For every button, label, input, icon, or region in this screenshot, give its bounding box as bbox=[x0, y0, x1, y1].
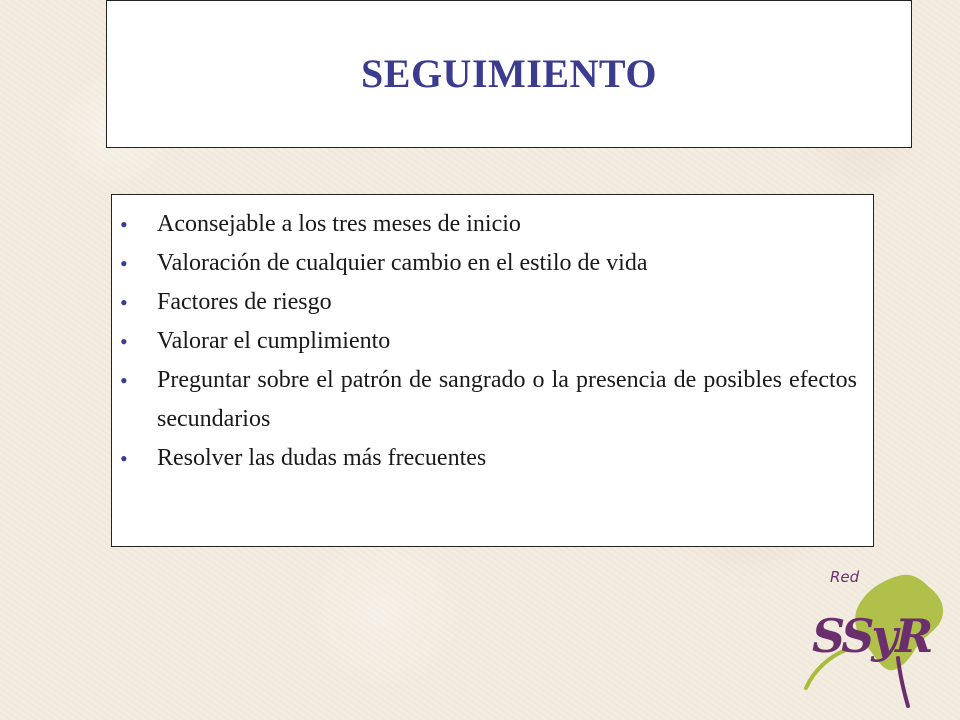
bullet-item bbox=[120, 322, 857, 361]
bullet-list bbox=[120, 205, 857, 478]
bullet-item bbox=[120, 283, 857, 322]
bullet-dot: • bbox=[120, 212, 128, 237]
slide-title: SEGUIMIENTO bbox=[361, 50, 657, 96]
bullet-item bbox=[120, 439, 857, 478]
bullet-item bbox=[120, 361, 857, 439]
bullet-item bbox=[120, 205, 857, 244]
bullet-text: Aconsejable a los tres meses de inicio bbox=[157, 211, 521, 237]
bullet-dot: • bbox=[120, 446, 128, 471]
bullet-dot: • bbox=[120, 329, 128, 354]
bullet-dot: • bbox=[120, 251, 128, 276]
bullet-text: Resolver las dudas más frecuentes bbox=[157, 445, 487, 471]
title-box bbox=[106, 0, 912, 148]
bullet-text: Preguntar sobre el patrón de sangrado o la presencia de posibles efectos secundarios bbox=[157, 367, 857, 432]
bullet-dot: • bbox=[120, 368, 128, 393]
logo-ssyr-text: SSyR bbox=[812, 609, 931, 663]
bullet-text: Valorar el cumplimiento bbox=[157, 328, 391, 354]
bullet-dot: • bbox=[120, 290, 128, 315]
content-box bbox=[111, 194, 874, 547]
bullet-text: Factores de riesgo bbox=[157, 289, 332, 315]
bullet-text: Valoración de cualquier cambio en el estilo de vida bbox=[157, 250, 648, 276]
bullet-item bbox=[120, 244, 857, 283]
logo-tail bbox=[898, 658, 908, 706]
logo-red-text: Red bbox=[830, 568, 860, 586]
red-ssyr-logo bbox=[800, 560, 950, 710]
